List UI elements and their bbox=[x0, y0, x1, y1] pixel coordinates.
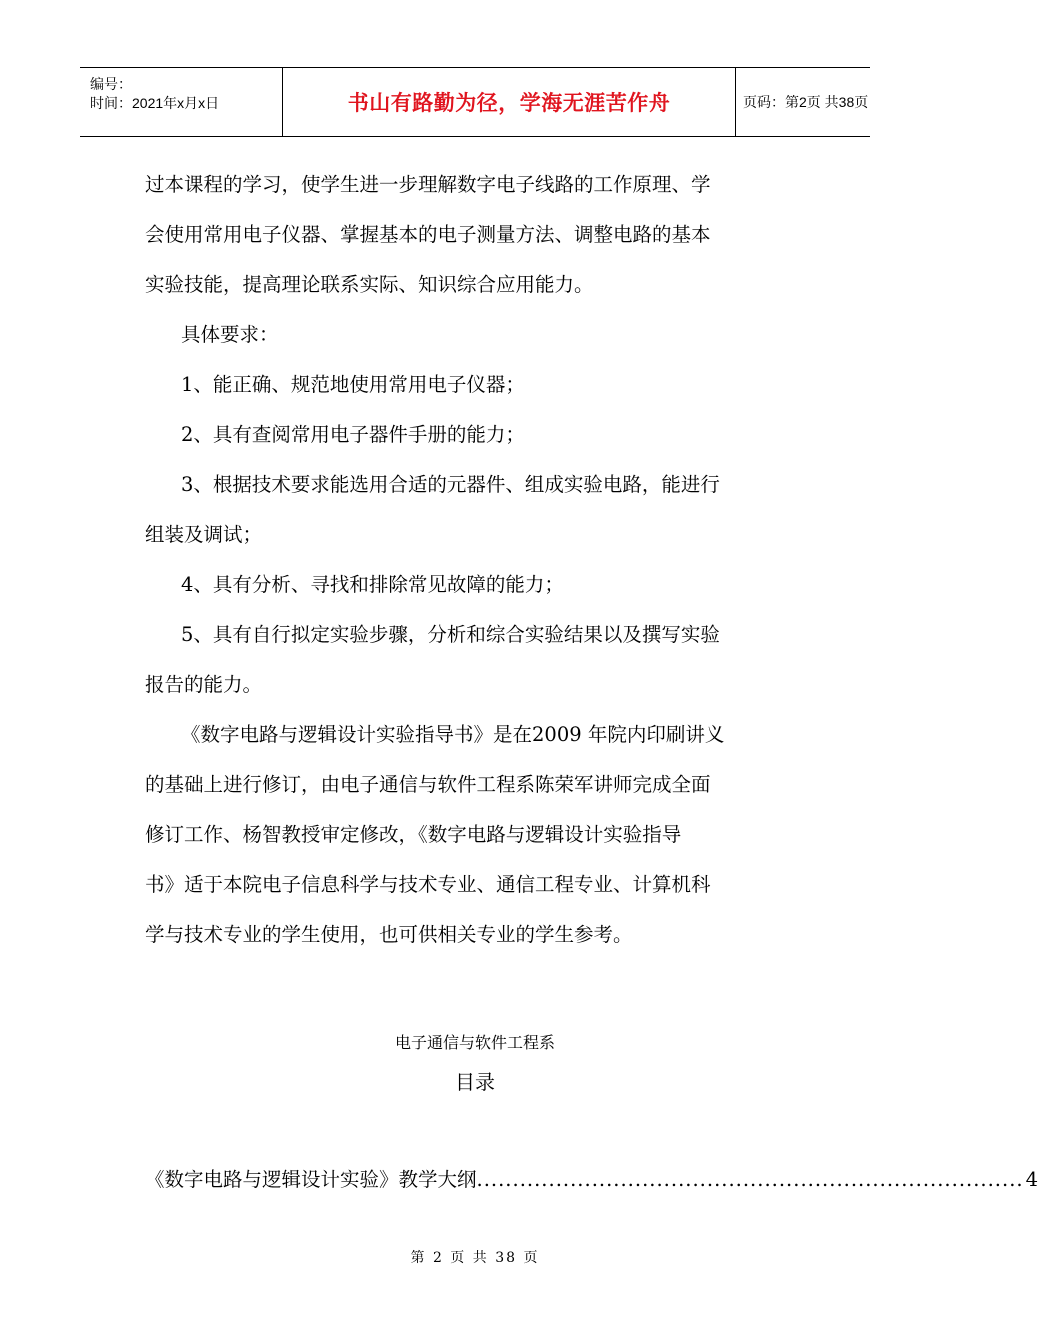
body-line: 会使用常用电子仪器、掌握基本的电子测量方法、调整电路的基本 bbox=[145, 223, 711, 246]
body-line: 具体要求： bbox=[181, 323, 279, 346]
body-line: 实验技能，提高理论联系实际、知识综合应用能力。 bbox=[145, 273, 594, 296]
body-line: 4、具有分析、寻找和排除常见故障的能力； bbox=[181, 573, 564, 596]
toc-entry[interactable] bbox=[145, 1164, 1038, 1192]
motto-text: 书山有路勤为径，学海无涯苦作舟 bbox=[347, 91, 671, 115]
body-line: 2、具有查阅常用电子器件手册的能力； bbox=[181, 423, 525, 446]
body-line: 书》适于本院电子信息科学与技术专业、通信工程专业、计算机科 bbox=[145, 873, 711, 896]
body-line: 学与技术专业的学生使用，也可供相关专业的学生参考。 bbox=[145, 923, 633, 946]
header-motto-cell bbox=[282, 68, 736, 136]
header-page-cell bbox=[735, 68, 870, 136]
header-meta-cell bbox=[80, 68, 282, 136]
time-label: 时间：2021年x月x日 bbox=[90, 95, 220, 111]
toc-title: 目录 bbox=[455, 1070, 495, 1094]
toc-entry-page: 4 bbox=[1025, 1168, 1038, 1191]
document-body bbox=[145, 160, 815, 960]
body-line: 过本课程的学习，使学生进一步理解数字电子线路的工作原理、学 bbox=[145, 173, 711, 196]
body-line: 3、根据技术要求能选用合适的元器件、组成实验电路，能进行 bbox=[181, 473, 720, 496]
body-line: 《数字电路与逻辑设计实验指导书》是在2009 年院内印刷讲义 bbox=[181, 723, 725, 746]
page-info: 页码：第2页 共38页 bbox=[743, 94, 869, 110]
body-line: 1、能正确、规范地使用常用电子仪器； bbox=[181, 373, 525, 396]
page-header bbox=[80, 67, 870, 137]
department-name: 电子通信与软件工程系 bbox=[394, 1033, 555, 1052]
toc-entry-label: 《数字电路与逻辑设计实验》教学大纲 bbox=[145, 1168, 477, 1191]
body-line: 组装及调试； bbox=[145, 523, 263, 546]
body-line: 修订工作、杨智教授审定修改，《数字电路与逻辑设计实验指导 bbox=[145, 823, 682, 846]
number-label: 编号： bbox=[90, 76, 132, 92]
page-footer: 第 2 页 共 38 页 bbox=[410, 1250, 540, 1266]
body-line: 的基础上进行修订，由电子通信与软件工程系陈荣军讲师完成全面 bbox=[145, 773, 711, 796]
body-line: 报告的能力。 bbox=[145, 673, 263, 696]
toc-leader-dots: ............................................................................ bbox=[476, 1168, 1024, 1191]
body-line: 5、具有自行拟定实验步骤，分析和综合实验结果以及撰写实验 bbox=[181, 623, 720, 646]
